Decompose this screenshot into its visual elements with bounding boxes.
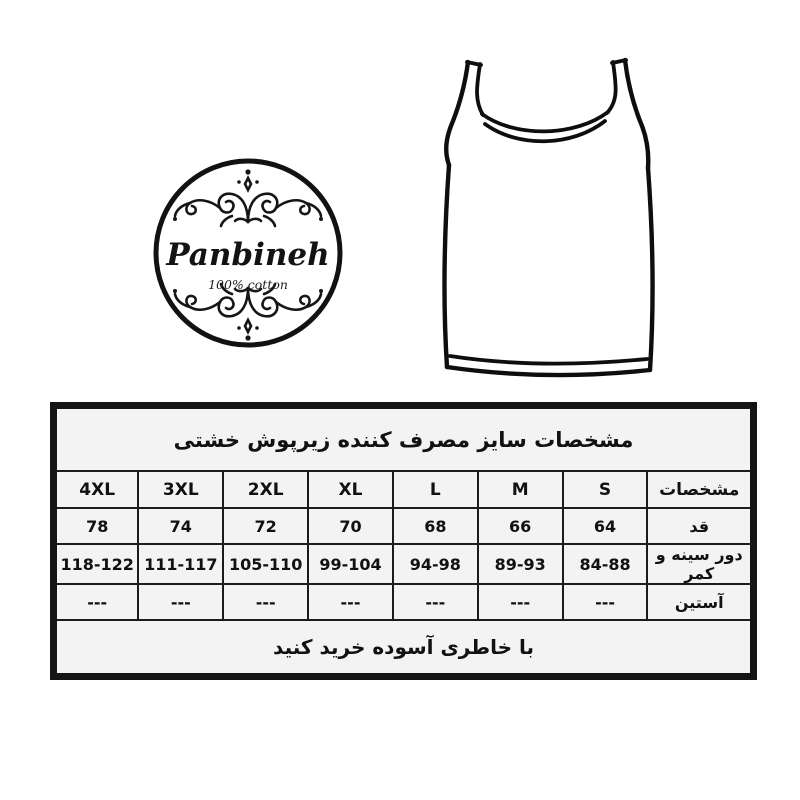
value-cell: 64 bbox=[563, 508, 648, 544]
value-cell: 70 bbox=[308, 508, 393, 544]
tank-neckline-upper bbox=[482, 112, 608, 131]
height-row bbox=[54, 508, 754, 544]
value-cell: --- bbox=[223, 584, 308, 620]
header-cell-4xl: 4XL bbox=[54, 471, 139, 508]
value-cell: --- bbox=[138, 584, 223, 620]
table-footer-row bbox=[54, 620, 754, 677]
tank-top-illustration bbox=[415, 25, 705, 395]
value-cell: 111-117 bbox=[138, 544, 223, 584]
tank-right-strap-outer bbox=[625, 60, 648, 168]
brand-tagline: 100% cotton bbox=[208, 277, 288, 292]
header-cell-2xl: 2XL bbox=[223, 471, 308, 508]
value-cell: 72 bbox=[223, 508, 308, 544]
size-table bbox=[50, 402, 757, 680]
header-cell-3xl: 3XL bbox=[138, 471, 223, 508]
value-cell: 84-88 bbox=[563, 544, 648, 584]
row-label-height: قد bbox=[647, 508, 753, 544]
value-cell: --- bbox=[54, 584, 139, 620]
value-cell: 94-98 bbox=[393, 544, 478, 584]
row-label-sleeve: آستین bbox=[647, 584, 753, 620]
header-cell-l: L bbox=[393, 471, 478, 508]
size-table-title: مشخصات سایز مصرف کننده زیرپوش خشتی bbox=[54, 406, 754, 472]
value-cell: 105-110 bbox=[223, 544, 308, 584]
header-cell-s: S bbox=[563, 471, 648, 508]
reassurance-note: با خاطری آسوده خرید کنید bbox=[54, 620, 754, 677]
value-cell: 89-93 bbox=[478, 544, 563, 584]
value-cell: --- bbox=[393, 584, 478, 620]
value-cell: --- bbox=[478, 584, 563, 620]
brand-name: Panbineh bbox=[166, 237, 330, 273]
tank-left-strap-inner bbox=[477, 64, 483, 115]
value-cell: 99-104 bbox=[308, 544, 393, 584]
table-title-row bbox=[54, 406, 754, 472]
tank-right-side-seam bbox=[648, 168, 652, 370]
header-cell-xl: XL bbox=[308, 471, 393, 508]
tank-hem-top bbox=[450, 356, 647, 364]
value-cell: 78 bbox=[54, 508, 139, 544]
sleeve-row bbox=[54, 584, 754, 620]
table-header-row bbox=[54, 471, 754, 508]
value-cell: 118-122 bbox=[54, 544, 139, 584]
chest-waist-row bbox=[54, 544, 754, 584]
value-cell: 74 bbox=[138, 508, 223, 544]
value-cell: --- bbox=[563, 584, 648, 620]
tank-left-strap-outer bbox=[446, 62, 468, 165]
spec-header-cell: مشخصات bbox=[647, 471, 753, 508]
brand-logo bbox=[148, 152, 348, 352]
value-cell: --- bbox=[308, 584, 393, 620]
row-label-chest-waist: دور سینه و کمر bbox=[647, 544, 753, 584]
value-cell: 66 bbox=[478, 508, 563, 544]
tank-right-strap-inner bbox=[607, 62, 616, 113]
tank-left-side-seam bbox=[445, 165, 449, 367]
tank-hem-bottom bbox=[447, 367, 650, 375]
header-cell-m: M bbox=[478, 471, 563, 508]
value-cell: 68 bbox=[393, 508, 478, 544]
